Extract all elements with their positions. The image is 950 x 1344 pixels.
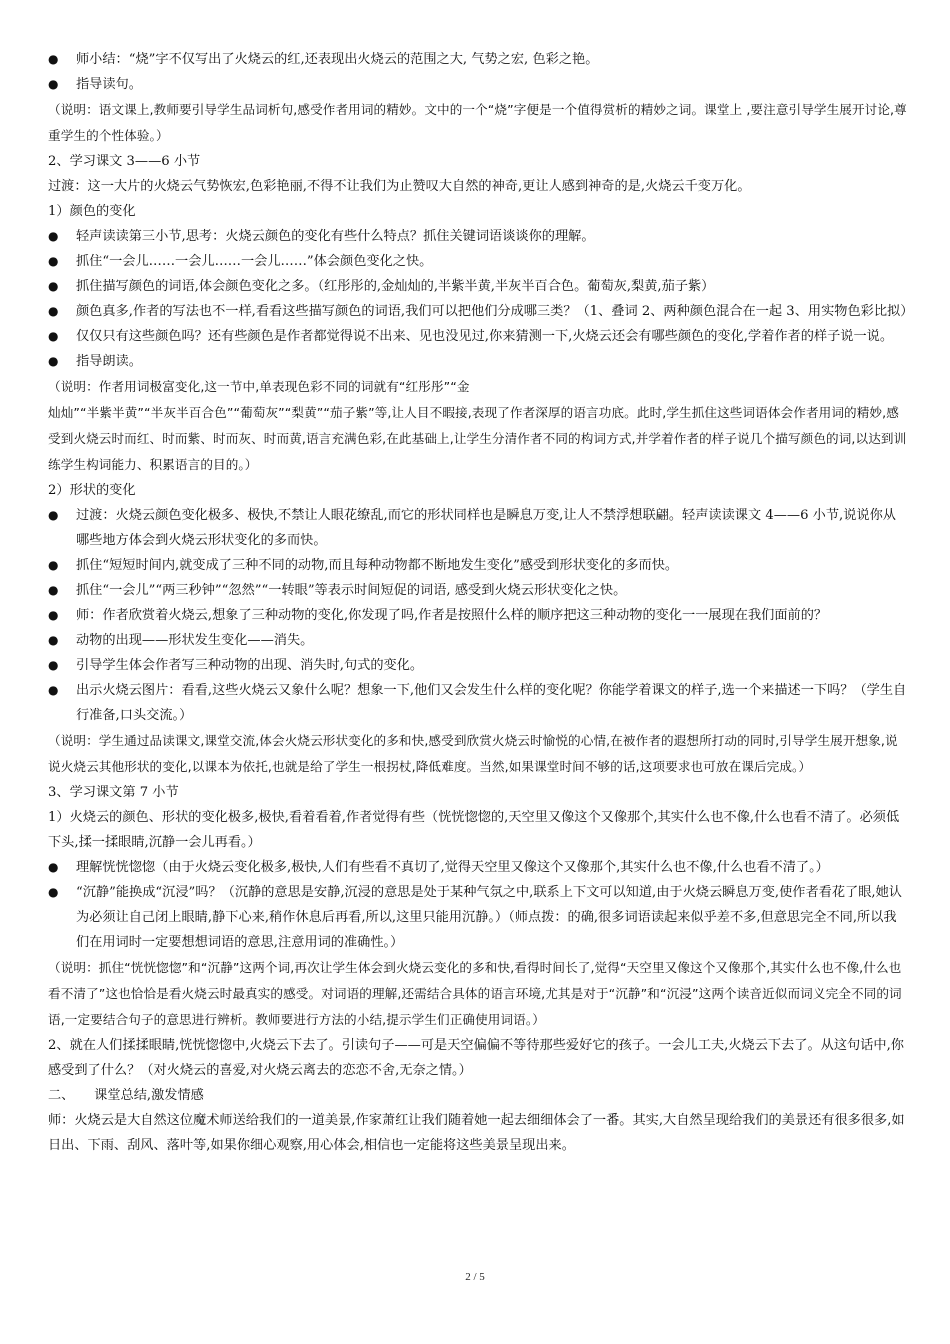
bullet-line: ● 出示火烧云图片：看看,这些火烧云又象什么呢？想象一下,他们又会发生什么样的变化呢？你能学着课文的样子,选一个来描述一下吗？（学生自行准备,口头交流。）	[48, 678, 908, 728]
bullet-line: ● “沉静”能换成“沉浸”吗？（沉静的意思是安静,沉浸的意思是处于某种气氛之中,联系上下文可以知道,由于火烧云瞬息万变,使作者看花了眼,她认为必须让自己闭上眼睛,静下心来,稍作休息后再看,所以,这里只能用沉静。）（师点拨：的确,很多词语读起来似乎差不多,但意思完全不同,所以我们在用词时一定要想想词语的意思,注意用词的准确性。）	[48, 880, 908, 955]
bullet-line: ● 师小结：“烧”字不仅写出了火烧云的红,还表现出火烧云的范围之大, 气势之宏, 色彩之艳。	[48, 47, 908, 72]
page-number: 2 / 5	[465, 1271, 485, 1283]
section-heading: 2、学习课文 3——6 小节	[48, 154, 201, 169]
note-paragraph: （说明：抓住“恍恍惚惚”和“沉静”这两个词,再次让学生体会到火烧云变化的多和快,看得时间长了,觉得“天空里又像这个又像那个,其实什么也不像,什么也看不清了”这也恰恰是看火烧云时最真实的感受。对词语的理解,还需结合具体的语言环境,尤其是对于“沉静”和“沉浸”这两个读音近似而词义完全不同的词语,一定要结合句子的意思进行辨析。教师要进行方法的小结,提示学生们正确使用词语。）	[48, 960, 902, 1027]
bullet-line: ● 抓住描写颜色的词语,体会颜色变化之多。（红彤彤的,金灿灿的,半紫半黄,半灰半百合色。葡萄灰,梨黄,茄子紫）	[48, 274, 908, 299]
text-line: 过渡：这一大片的火烧云气势恢宏,色彩艳丽,不得不让我们为止赞叹大自然的神奇,更让人感到神奇的是,火烧云千变万化。	[48, 179, 751, 194]
bullet-line: ● 抓住“一会儿……一会儿……一会儿……”体会颜色变化之快。	[48, 249, 908, 274]
bullet-line: ● 抓住“短短时间内,就变成了三种不同的动物,而且每种动物都不断地发生变化”感受到形状变化的多而快。	[48, 553, 908, 578]
bullet-line: ● 指导朗读。	[48, 349, 908, 374]
subsection-heading: 2）形状的变化	[48, 483, 136, 498]
text-line: 师：火烧云是大自然这位魔术师送给我们的一道美景,作家萧红让我们随着她一起去细细体会了一番。其实,大自然呈现给我们的美景还有很多很多,如日出、下雨、刮风、落叶等,如果你细心观察,用心体会,相信也一定能将这些美景呈现出来。	[48, 1113, 905, 1153]
bullet-line: ● 颜色真多,作者的写法也不一样,看看这些描写颜色的词语,我们可以把他们分成哪三类？（1、叠词 2、两种颜色混合在一起 3、用实物色彩比拟）	[48, 299, 908, 324]
bullet-line: ● 过渡：火烧云颜色变化极多、极快,不禁让人眼花缭乱,而它的形状同样也是瞬息万变,让人不禁浮想联翩。轻声读读课文 4——6 小节,说说你从哪些地方体会到火烧云形状变化的多而快。	[48, 503, 908, 553]
subsection-heading: 1）颜色的变化	[48, 204, 136, 219]
text-line: 2、就在人们揉揉眼睛,恍恍惚惚中,火烧云下去了。引读句子——可是天空偏偏不等待那些爱好它的孩子。一会儿工夫,火烧云下去了。从这句话中,你感受到了什么？（对火烧云的喜爱,对火烧云离去的恋恋不舍,无奈之情。）	[48, 1038, 904, 1078]
section-heading: 3、学习课文第 7 小节	[48, 785, 179, 800]
note-paragraph: （说明：语文课上,教师要引导学生品词析句,感受作者用词的精妙。文中的一个“烧”字便是一个值得赏析的精妙之词。课堂上 ,要注意引导学生展开讨论,尊重学生的个性体验。）	[48, 102, 907, 143]
document-page	[48, 47, 914, 1158]
section-heading: 二、 课堂总结,激发情感	[48, 1088, 204, 1103]
bullet-line: ● 指导读句。	[48, 72, 908, 97]
bullet-line: ● 引导学生体会作者写三种动物的出现、消失时,句式的变化。	[48, 653, 908, 678]
note-paragraph: （说明：作者用词极富变化,这一节中,单表现色彩不同的词就有“红彤彤”“金	[48, 379, 470, 394]
bullet-line: ● 理解恍恍惚惚（由于火烧云变化极多,极快,人们有些看不真切了,觉得天空里又像这个又像那个,其实什么也不像,什么也看不清了。）	[48, 855, 908, 880]
text-line: 1）火烧云的颜色、形状的变化极多,极快,看着看着,作者觉得有些（恍恍惚惚的,天空里又像这个又像那个,其实什么也不像,什么也看不清了。必须低下头,揉一揉眼睛,沉静一会儿再看。）	[48, 810, 900, 850]
bullet-line: ● 仅仅只有这些颜色吗？还有些颜色是作者都觉得说不出来、见也没见过,你来猜测一下,火烧云还会有哪些颜色的变化,学着作者的样子说一说。	[48, 324, 908, 349]
bullet-line: ● 动物的出现——形状发生变化——消失。	[48, 628, 908, 653]
bullet-line: ● 抓住“一会儿”“两三秒钟”“忽然”“一转眼”等表示时间短促的词语, 感受到火烧云形状变化之快。	[48, 578, 908, 603]
note-paragraph: 灿灿”“半紫半黄”“半灰半百合色”“葡萄灰”“梨黄”“茄子紫”等,让人目不暇接,表现了作者深厚的语言功底。此时,学生抓住这些词语体会作者用词的精妙,感受到火烧云时而红、时而紫、时而灰、时而黄,语言充满色彩,在此基础上,让学生分清作者不同的构词方式,并学着作者的样子说几个描写颜色的词,以达到训练学生构词能力、积累语言的目的。）	[48, 405, 907, 472]
bullet-line: ● 轻声读读第三小节,思考：火烧云颜色的变化有些什么特点？抓住关键词语谈谈你的理解。	[48, 224, 908, 249]
bullet-line: ● 师：作者欣赏着火烧云,想象了三种动物的变化,你发现了吗,作者是按照什么样的顺序把这三种动物的变化一一展现在我们面前的？	[48, 603, 908, 628]
note-paragraph: （说明：学生通过品读课文,课堂交流,体会火烧云形状变化的多和快,感受到欣赏火烧云时愉悦的心情,在被作者的遐想所打动的同时,引导学生展开想象,说说火烧云其他形状的变化,以课本为依托,也就是给了学生一根拐杖,降低难度。当然,如果课堂时间不够的话,这项要求也可放在课后完成。）	[48, 733, 898, 774]
